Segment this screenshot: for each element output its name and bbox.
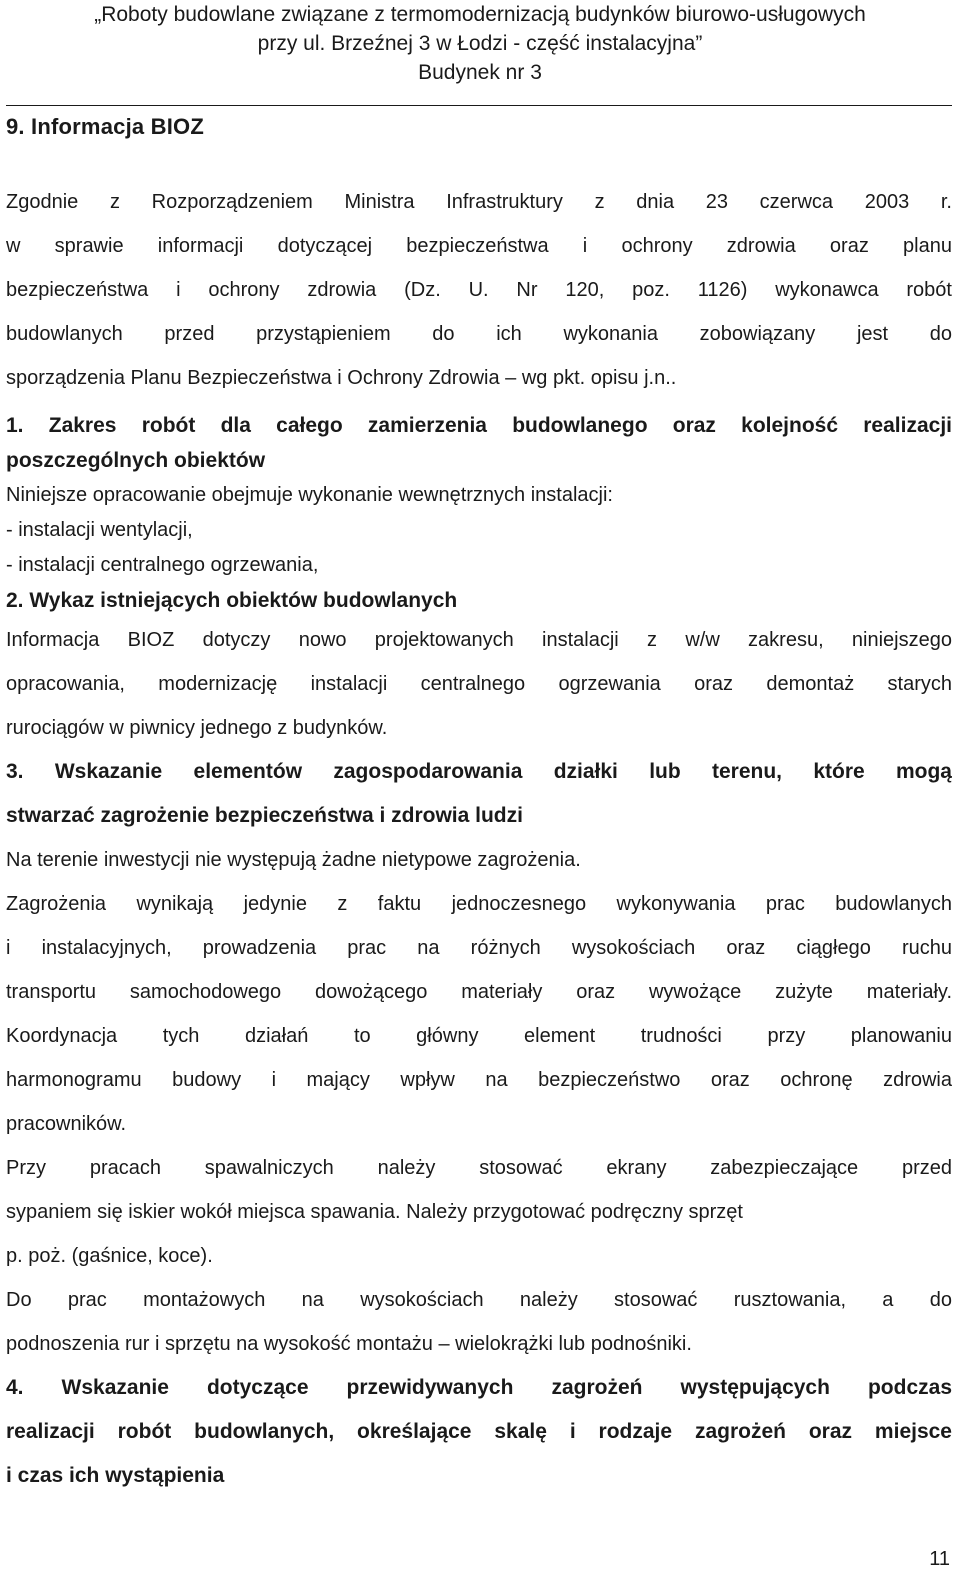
intro-paragraph xyxy=(6,180,952,400)
section-4-heading: realizacji robót budowlanych, określające skalę i rodzaje zagrożeń oraz miejsce xyxy=(6,1420,952,1443)
section-3-paragraph: podnoszenia rur i sprzętu na wysokość montażu – wielokrążki lub podnośniki. xyxy=(6,1333,692,1355)
intro-line: Zgodnie z Rozporządzeniem Ministra Infrastruktury z dnia 23 czerwca 2003 r. xyxy=(6,191,952,213)
section-3-paragraph: sypaniem się iskier wokół miejsca spawania. Należy przygotować podręczny sprzęt xyxy=(6,1201,743,1223)
section-4 xyxy=(6,1366,952,1498)
intro-line: sporządzenia Planu Bezpieczeństwa i Ochrony Zdrowia – wg pkt. opisu j.n.. xyxy=(6,367,677,389)
intro-line: w sprawie informacji dotyczącej bezpieczeństwa i ochrony zdrowia oraz planu xyxy=(6,235,952,257)
page-header xyxy=(0,0,960,87)
section-3-paragraph: i instalacyjnych, prowadzenia prac na różnych wysokościach oraz ciągłego ruchu xyxy=(6,937,952,959)
page-number: 11 xyxy=(929,1548,950,1570)
header-line-2: przy ul. Brzeźnej 3 w Łodzi - część instalacyjna” xyxy=(257,32,703,55)
section-3-paragraph: Koordynacja tych działań to główny element trudności przy planowaniu xyxy=(6,1025,952,1047)
section-2-line: rurociągów w piwnicy jednego z budynków. xyxy=(6,717,388,739)
section-3-paragraph: pracowników. xyxy=(6,1113,127,1135)
section-3-paragraph: Przy pracach spawalniczych należy stosować ekrany zabezpieczające przed xyxy=(6,1157,952,1179)
section-3-paragraph: harmonogramu budowy i mający wpływ na bezpieczeństwo oraz ochronę zdrowia xyxy=(6,1069,952,1091)
section-1-heading-cont: poszczególnych obiektów xyxy=(6,449,266,472)
document-body xyxy=(6,180,952,1498)
section-1 xyxy=(6,408,952,583)
header-line-3: Budynek nr 3 xyxy=(418,61,542,84)
section-3-paragraph: p. poż. (gaśnice, koce). xyxy=(6,1245,213,1267)
section-3-paragraph: Do prac montażowych na wysokościach należy stosować rusztowania, a do xyxy=(6,1289,952,1311)
intro-line: budowlanych przed przystąpieniem do ich wykonania zobowiązany jest do xyxy=(6,323,952,345)
section-2-line: opracowania, modernizację instalacji centralnego ogrzewania oraz demontaż starych xyxy=(6,673,952,695)
section-1-line: - instalacji centralnego ogrzewania, xyxy=(6,554,319,576)
section-2-heading: 2. Wykaz istniejących obiektów budowlanych xyxy=(6,589,458,612)
section-3-paragraph: transportu samochodowego dowożącego materiały oraz wywożące zużyte materiały. xyxy=(6,981,952,1003)
section-3-heading-cont: stwarzać zagrożenie bezpieczeństwa i zdrowia ludzi xyxy=(6,804,523,827)
section-2-line: Informacja BIOZ dotyczy nowo projektowanych instalacji z w/w zakresu, niniejszego xyxy=(6,629,952,651)
section-3-paragraph: Zagrożenia wynikają jedynie z faktu jednoczesnego wykonywania prac budowlanych xyxy=(6,893,952,915)
section-3 xyxy=(6,750,952,1366)
section-4-heading: i czas ich wystąpienia xyxy=(6,1464,225,1487)
intro-line: bezpieczeństwa i ochrony zdrowia (Dz. U. Nr 120, poz. 1126) wykonawca robót xyxy=(6,279,952,301)
header-line-1: „Roboty budowlane związane z termomodernizacją budynków biurowo-usługowych xyxy=(94,3,866,26)
section-4-heading: 4. Wskazanie dotyczące przewidywanych zagrożeń występujących podczas xyxy=(6,1376,952,1399)
section-3-paragraph: Na terenie inwestycji nie występują żadne nietypowe zagrożenia. xyxy=(6,849,581,871)
header-rule xyxy=(6,105,952,106)
section-1-line: Niniejsze opracowanie obejmuje wykonanie wewnętrznych instalacji: xyxy=(6,484,613,506)
section-1-heading: 1. Zakres robót dla całego zamierzenia budowlanego oraz kolejność realizacji xyxy=(6,414,952,437)
section-title: 9. Informacja BIOZ xyxy=(6,114,204,139)
section-1-line: - instalacji wentylacji, xyxy=(6,519,193,541)
section-3-heading: 3. Wskazanie elementów zagospodarowania działki lub terenu, które mogą xyxy=(6,760,952,783)
section-2 xyxy=(6,583,952,750)
